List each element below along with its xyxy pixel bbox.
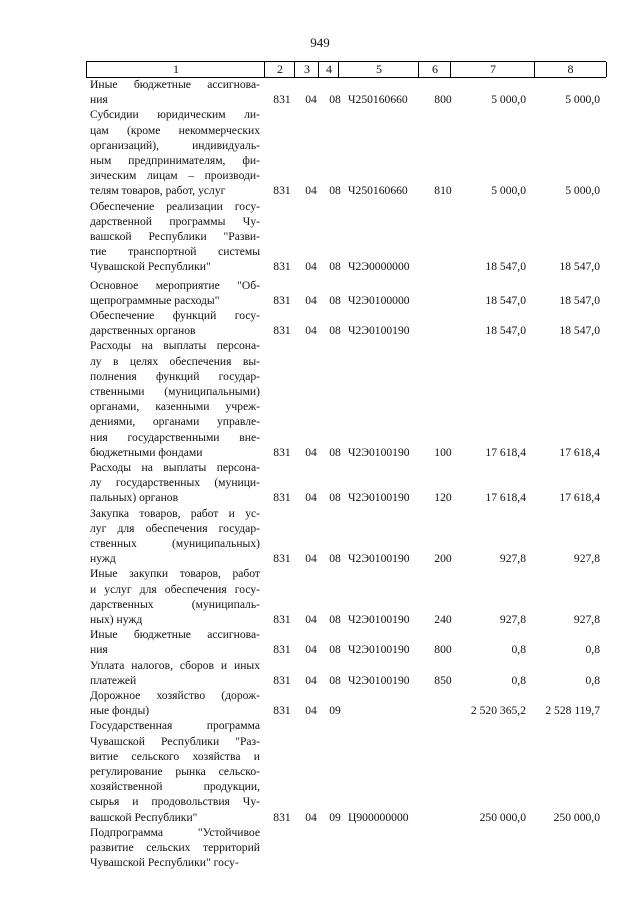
table-row — [0, 658, 640, 688]
cell-c6: 200 — [434, 552, 452, 566]
cell-c6: 850 — [434, 673, 452, 687]
cell-c6: 800 — [434, 643, 452, 657]
row-name-line: Иные бюджетные ассигнова- — [90, 628, 260, 642]
cell-c7: 18 547,0 — [485, 324, 526, 338]
table-row — [0, 825, 640, 871]
cell-c6: 810 — [434, 184, 452, 198]
cell-c6: 800 — [434, 93, 452, 107]
cell-c5: Ч2Э0100190 — [348, 673, 410, 687]
cell-c3: 04 — [305, 445, 317, 459]
cell-c3: 04 — [305, 612, 317, 626]
table-row — [0, 506, 640, 567]
cell-c4: 08 — [329, 293, 341, 307]
row-name — [90, 338, 260, 460]
row-name-line: Иные бюджетные ассигнова- — [90, 78, 260, 91]
row-name-line: лу в целях обеспечения вы- — [90, 354, 260, 368]
row-name — [90, 107, 260, 198]
row-name-line: бюджетными фондами — [90, 445, 203, 459]
header-col-4: 4 — [318, 62, 339, 77]
row-name — [90, 627, 260, 657]
row-name — [90, 278, 260, 308]
cell-c7: 5 000,0 — [491, 93, 526, 107]
table-row — [0, 460, 640, 506]
row-name-line: витие сельского хозяйства и — [90, 749, 260, 763]
cell-c7: 250 000,0 — [479, 810, 526, 824]
row-name-line: Субсидии юридическим ли- — [90, 108, 260, 122]
row-name-line: организаций), индивидуаль- — [90, 138, 260, 152]
row-name-line: дарственных органов — [90, 324, 196, 338]
cell-c7: 2 520 365,2 — [470, 704, 526, 718]
cell-c2: 831 — [273, 445, 291, 459]
cell-c5: Ц900000000 — [348, 810, 409, 824]
cell-c8: 5 000,0 — [565, 184, 600, 198]
row-name-line: регулирование рынка сельско- — [90, 764, 260, 778]
cell-c8: 0,8 — [585, 643, 600, 657]
cell-c7: 17 618,4 — [485, 491, 526, 505]
cell-c8: 927,8 — [573, 552, 600, 566]
row-name-line: тие транспортной системы — [90, 245, 260, 259]
cell-c3: 04 — [305, 643, 317, 657]
cell-c4: 08 — [329, 260, 341, 274]
row-name-line: Расходы на выплаты персона- — [90, 339, 260, 353]
header-col-7: 7 — [450, 62, 535, 77]
cell-c2: 831 — [273, 260, 291, 274]
cell-c5: Ч2Э0100190 — [348, 643, 410, 657]
row-name-line: Иные закупки товаров, работ — [90, 567, 260, 581]
cell-c4: 09 — [329, 810, 341, 824]
cell-c3: 04 — [305, 293, 317, 307]
row-name-line: нужд — [90, 552, 116, 566]
row-name — [90, 460, 260, 506]
row-name-line: цам (кроме некоммерческих — [90, 123, 260, 137]
row-name-line: луг для обеспечения государ- — [90, 521, 260, 535]
header-col-8: 8 — [534, 62, 607, 77]
cell-c5: Ч2Э0100190 — [348, 445, 410, 459]
cell-c7: 0,8 — [511, 673, 526, 687]
cell-c3: 04 — [305, 260, 317, 274]
cell-c8: 0,8 — [585, 673, 600, 687]
row-name-line: Чувашской Республики" госу- — [90, 856, 239, 870]
row-name-line: Государственная программа — [90, 719, 260, 733]
cell-c3: 04 — [305, 184, 317, 198]
row-name-line: дениями, органами управле- — [90, 415, 260, 429]
row-name-line: вашской Республики" — [90, 810, 198, 824]
row-name-line: Расходы на выплаты персона- — [90, 461, 260, 474]
row-name-line: зическим лицам – производи- — [90, 169, 260, 183]
row-name-line: ния государственными вне- — [90, 430, 260, 444]
cell-c8: 5 000,0 — [565, 93, 600, 107]
cell-c2: 831 — [273, 491, 291, 505]
cell-c8: 18 547,0 — [559, 293, 600, 307]
cell-c2: 831 — [273, 810, 291, 824]
cell-c6: 240 — [434, 612, 452, 626]
cell-c4: 09 — [329, 704, 341, 718]
cell-c2: 831 — [273, 552, 291, 566]
row-name-line: Подпрограмма "Устойчивое — [90, 825, 260, 839]
cell-c8: 250 000,0 — [553, 810, 600, 824]
row-name — [90, 718, 260, 824]
row-name-line: ния — [90, 93, 108, 107]
cell-c2: 831 — [273, 612, 291, 626]
row-name-line: телям товаров, работ, услуг — [90, 184, 226, 198]
cell-c2: 831 — [273, 704, 291, 718]
cell-c2: 831 — [273, 673, 291, 687]
row-name-line: ным предпринимателям, фи- — [90, 153, 260, 167]
row-name-line: Дорожное хозяйство (дорож- — [90, 689, 260, 702]
cell-c8: 17 618,4 — [559, 491, 600, 505]
row-name-line: лу государственных (муници- — [90, 476, 260, 490]
row-name-line: ния — [90, 643, 108, 657]
cell-c2: 831 — [273, 324, 291, 338]
page-number: 949 — [310, 35, 330, 50]
row-name-line: Основное мероприятие "Об- — [90, 278, 260, 292]
table-row — [0, 688, 640, 718]
row-name — [90, 308, 260, 338]
table-header — [86, 61, 606, 78]
row-name-line: вашской Республики "Разви- — [90, 229, 260, 243]
cell-c4: 08 — [329, 445, 341, 459]
cell-c4: 08 — [329, 491, 341, 505]
row-name-line: полнения функций государ- — [90, 369, 260, 383]
row-name — [90, 658, 260, 688]
row-name-line: Чувашской Республики "Раз- — [90, 734, 260, 748]
row-name-line: платежей — [90, 673, 137, 687]
row-name-line: развитие сельских территорий — [90, 840, 260, 854]
cell-c2: 831 — [273, 643, 291, 657]
row-name-line: щепрограммные расходы" — [90, 293, 220, 307]
cell-c5: Ч2Э0100190 — [348, 324, 410, 338]
row-name — [90, 688, 260, 718]
header-col-5: 5 — [338, 62, 419, 77]
table-row — [0, 627, 640, 657]
row-name-line: и услуг для обеспечения госу- — [90, 582, 260, 596]
cell-c4: 08 — [329, 93, 341, 107]
cell-c5: Ч2Э0100190 — [348, 552, 410, 566]
cell-c3: 04 — [305, 491, 317, 505]
cell-c3: 04 — [305, 673, 317, 687]
row-name-line: ственных (муниципальных) — [90, 536, 260, 550]
header-col-2: 2 — [264, 62, 295, 77]
cell-c2: 831 — [273, 184, 291, 198]
cell-c5: Ч2Э0100000 — [348, 293, 410, 307]
cell-c7: 17 618,4 — [485, 445, 526, 459]
cell-c8: 18 547,0 — [559, 260, 600, 274]
cell-c6: 100 — [434, 445, 452, 459]
row-name-line: хозяйственной продукции, — [90, 780, 260, 794]
row-name-line: Обеспечение функций госу- — [90, 309, 260, 322]
cell-c5: Ч2Э0100190 — [348, 612, 410, 626]
header-col-3: 3 — [294, 62, 319, 77]
cell-c6: 120 — [434, 491, 452, 505]
table-row — [0, 77, 640, 107]
row-name-line: дарственных (муниципаль- — [90, 597, 260, 611]
row-name — [90, 566, 260, 627]
cell-c4: 08 — [329, 612, 341, 626]
header-col-1: 1 — [86, 62, 265, 77]
table-row — [0, 199, 640, 275]
row-name-line: ственными (муниципальными) — [90, 384, 260, 398]
cell-c7: 927,8 — [499, 552, 526, 566]
row-name-line: сырья и продовольствия Чу- — [90, 795, 260, 809]
cell-c8: 2 528 119,7 — [545, 704, 600, 718]
row-name-line: органами, казенными учреж- — [90, 400, 260, 414]
table-row — [0, 308, 640, 338]
row-name-line: ные фонды) — [90, 704, 150, 718]
cell-c5: Ч2Э0100190 — [348, 491, 410, 505]
cell-c3: 04 — [305, 810, 317, 824]
row-name — [90, 199, 260, 275]
cell-c7: 18 547,0 — [485, 260, 526, 274]
header-col-6: 6 — [418, 62, 451, 77]
row-name-line: Уплата налогов, сборов и иных — [90, 658, 260, 672]
cell-c8: 17 618,4 — [559, 445, 600, 459]
row-name-line: пальных) органов — [90, 491, 179, 505]
cell-c3: 04 — [305, 324, 317, 338]
table-row — [0, 718, 640, 824]
cell-c5: Ч250160660 — [348, 184, 408, 198]
cell-c3: 04 — [305, 704, 317, 718]
table-row — [0, 278, 640, 308]
cell-c2: 831 — [273, 293, 291, 307]
row-name-line: Чувашской Республики" — [90, 260, 211, 274]
row-name-line: Обеспечение реализации госу- — [90, 199, 260, 213]
cell-c7: 0,8 — [511, 643, 526, 657]
cell-c4: 08 — [329, 552, 341, 566]
cell-c2: 831 — [273, 93, 291, 107]
cell-c7: 927,8 — [499, 612, 526, 626]
cell-c3: 04 — [305, 93, 317, 107]
row-name — [90, 77, 260, 107]
row-name — [90, 825, 260, 871]
cell-c8: 927,8 — [573, 612, 600, 626]
cell-c5: Ч250160660 — [348, 93, 408, 107]
cell-c8: 18 547,0 — [559, 324, 600, 338]
table-row — [0, 566, 640, 627]
table-row — [0, 107, 640, 198]
table-row — [0, 338, 640, 460]
cell-c5: Ч2Э0000000 — [348, 260, 410, 274]
row-name — [90, 506, 260, 567]
cell-c7: 18 547,0 — [485, 293, 526, 307]
cell-c4: 08 — [329, 673, 341, 687]
cell-c3: 04 — [305, 552, 317, 566]
cell-c4: 08 — [329, 184, 341, 198]
cell-c4: 08 — [329, 643, 341, 657]
row-name-line: Закупка товаров, работ и ус- — [90, 506, 260, 520]
row-name-line: дарственной программы Чу- — [90, 214, 260, 228]
cell-c7: 5 000,0 — [491, 184, 526, 198]
row-name-line: ных) нужд — [90, 612, 143, 626]
cell-c4: 08 — [329, 324, 341, 338]
